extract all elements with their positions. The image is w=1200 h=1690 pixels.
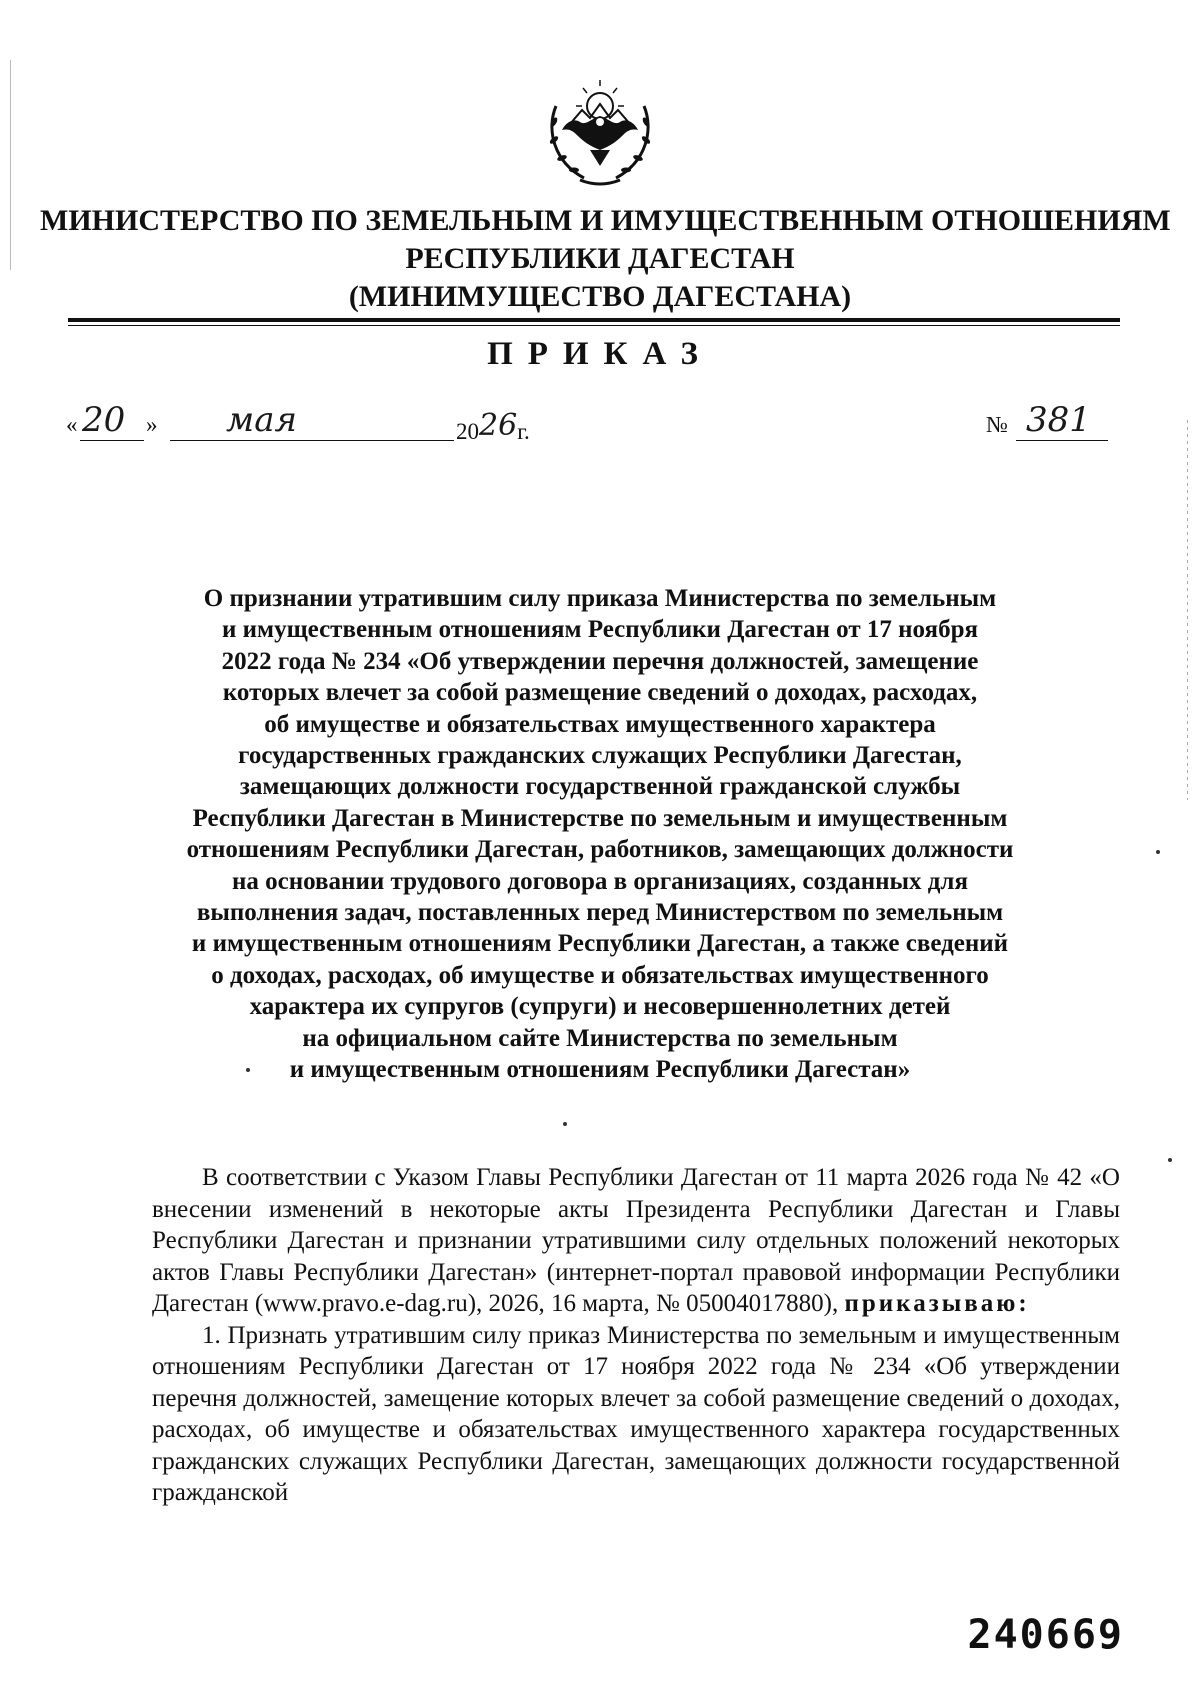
month-handwritten: мая bbox=[226, 400, 297, 440]
subject-line: характера их супругов (супруги) и несовершеннолетних детей bbox=[249, 993, 951, 1021]
ministry-line-1: МИНИСТЕРСТВО ПО ЗЕМЕЛЬНЫМ И ИМУЩЕСТВЕННЫМ ОТНОШЕНИЯМ bbox=[40, 204, 1171, 237]
year-suffix: г. bbox=[517, 419, 530, 444]
number-label: № bbox=[986, 412, 1008, 437]
serial-number: 240669 bbox=[967, 1612, 1124, 1658]
subject-line: и имущественным отношениям Республики Дагестан, а также сведений bbox=[191, 930, 1009, 958]
subject-line: государственных гражданских служащих Республики Дагестан, bbox=[238, 742, 962, 770]
ministry-line-3: (МИНИМУЩЕСТВО ДАГЕСТАНА) bbox=[348, 280, 852, 313]
subject-line: замещающих должности государственной гражданской службы bbox=[239, 773, 961, 801]
subject-line: выполнения задач, поставленных перед Министерством по земельным bbox=[196, 899, 1004, 927]
preamble-text: В соответствии с Указом Главы Республики Дагестан от 11 марта 2026 года № 42 «О внесении изменений в некоторые акты Президента Республики Дагестан и Главы Республики Дагестан и признании утратившими силу отдельных положений некоторых актов Главы Республики Дагестан» (интернет-портал правовой информации Республики Дагестан (www.pravo.e-dag.ru), 2026, 16 марта, № 05004017880), bbox=[152, 1164, 1120, 1317]
quote-open: « bbox=[66, 412, 78, 437]
order-subject bbox=[120, 583, 1080, 1086]
subject-line: о доходах, расходах, об имуществе и обязательствах имущественного bbox=[211, 961, 989, 989]
subject-line: на основании трудового договора в организациях, созданных для bbox=[232, 867, 968, 895]
scan-artifact-left bbox=[10, 60, 11, 270]
scan-speck bbox=[1156, 850, 1160, 854]
order-title: ПРИКАЗ bbox=[487, 336, 713, 372]
dagestan-coat-of-arms-icon bbox=[540, 66, 660, 190]
scan-artifact-right bbox=[1187, 420, 1188, 800]
header-rule-thin bbox=[68, 325, 1120, 326]
body-paragraph-1 bbox=[152, 1162, 1120, 1320]
subject-line: и имущественным отношениям Республики Дагестан» bbox=[289, 1056, 911, 1084]
subject-line: отношениям Республики Дагестан, работников, замещающих должности bbox=[186, 836, 1014, 864]
header-rule-thick bbox=[68, 318, 1120, 322]
subject-line: Республики Дагестан в Министерстве по земельным и имущественным bbox=[192, 804, 1008, 832]
body-paragraph-2: 1. Признать утратившим силу приказ Министерства по земельным и имущественным отношениям Республики Дагестан от 17 ноября 2022 года № 234 «Об утверждении перечня должностей, замещение которых влечет за собой размещение сведений о доходах, расходах, об имуществе и обязательствах имущественного характера государственных гражданских служащих Республики Дагестан, замещающих должности государственной гражданской bbox=[152, 1321, 1120, 1506]
order-number bbox=[986, 400, 1126, 446]
subject-line: об имуществе и обязательствах имущественного характера bbox=[264, 710, 936, 738]
day-underline bbox=[80, 440, 144, 441]
number-handwritten: 381 bbox=[1026, 400, 1091, 440]
subject-line: которых влечет за собой размещение сведений о доходах, расходах, bbox=[222, 679, 978, 707]
order-body bbox=[152, 1162, 1120, 1509]
ministry-line-2: РЕСПУБЛИКИ ДАГЕСТАН bbox=[405, 242, 795, 275]
number-underline bbox=[1016, 440, 1108, 441]
year bbox=[456, 408, 530, 447]
day-handwritten: 20 bbox=[82, 400, 126, 440]
subject-line: О признании утратившим силу приказа Министерства по земельным bbox=[203, 585, 997, 612]
subject-line: и имущественным отношениям Республики Дагестан от 17 ноября bbox=[221, 616, 979, 644]
scan-speck bbox=[563, 1122, 567, 1126]
scan-speck bbox=[1168, 1158, 1172, 1162]
subject-line: 2022 года № 234 «Об утверждении перечня должностей, замещение bbox=[221, 647, 979, 675]
order-word: приказываю: bbox=[844, 1290, 1030, 1317]
year-handwritten: 26 bbox=[479, 408, 518, 443]
subject-line: на официальном сайте Министерства по земельным bbox=[302, 1024, 898, 1052]
year-prefix: 20 bbox=[456, 419, 479, 444]
quote-close: » bbox=[146, 412, 158, 437]
month-underline bbox=[170, 440, 454, 441]
scan-speck bbox=[246, 1068, 250, 1072]
ministry-heading bbox=[40, 202, 1171, 316]
